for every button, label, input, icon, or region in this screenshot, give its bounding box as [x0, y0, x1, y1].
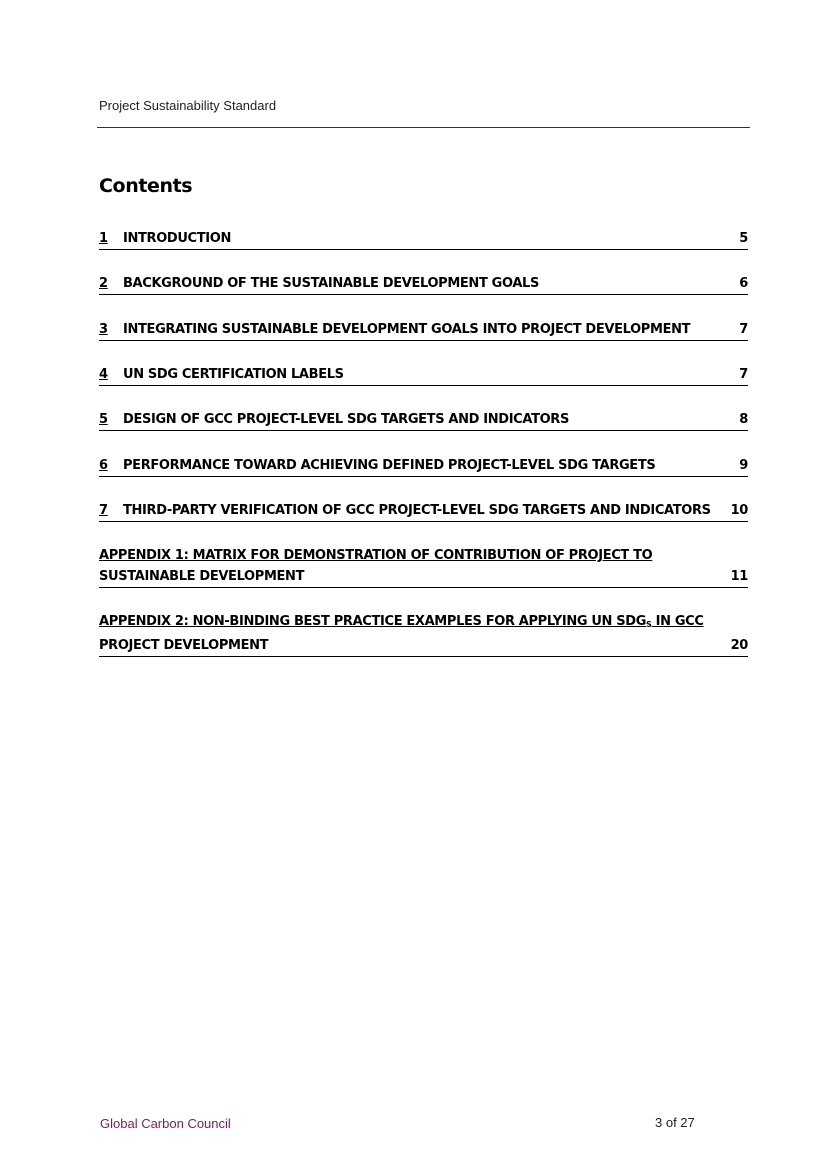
toc-page-number: 7 — [739, 367, 748, 382]
toc-appendix-title-line2: SUSTAINABLE DEVELOPMENT — [99, 569, 305, 584]
toc-entry-4[interactable] — [99, 364, 748, 386]
toc-appendix-title-part: IN GCC — [651, 614, 704, 629]
contents-heading: Contents — [99, 175, 193, 197]
header-divider — [97, 127, 750, 128]
toc-number: 5 — [99, 412, 108, 427]
toc-appendix-title-line1: APPENDIX 1: MATRIX FOR DEMONSTRATION OF CONTRIBUTION OF PROJECT TO — [99, 548, 653, 563]
toc-number: 7 — [99, 503, 108, 518]
toc-page-number: 8 — [739, 412, 748, 427]
toc-entry-5[interactable] — [99, 409, 748, 431]
toc-number: 1 — [99, 231, 108, 246]
toc-title: UN SDG CERTIFICATION LABELS — [123, 367, 344, 382]
toc-page-number: 11 — [730, 569, 748, 584]
toc-entry-1[interactable] — [99, 228, 748, 250]
toc-appendix-1[interactable] — [99, 545, 748, 588]
toc-title: DESIGN OF GCC PROJECT-LEVEL SDG TARGETS AND INDICATORS — [123, 412, 569, 427]
toc-title: INTRODUCTION — [123, 231, 231, 246]
toc-title: BACKGROUND OF THE SUSTAINABLE DEVELOPMENT GOALS — [123, 276, 539, 291]
toc-title: INTEGRATING SUSTAINABLE DEVELOPMENT GOALS INTO PROJECT DEVELOPMENT — [123, 322, 691, 337]
toc-title: PERFORMANCE TOWARD ACHIEVING DEFINED PROJECT-LEVEL SDG TARGETS — [123, 458, 656, 473]
toc-appendix-title-part: APPENDIX 2: NON-BINDING BEST PRACTICE EXAMPLES FOR APPLYING UN SDG — [99, 614, 647, 629]
toc-page-number: 10 — [730, 503, 748, 518]
toc-appendix-title-line1 — [99, 611, 748, 635]
toc-entry-3[interactable] — [99, 319, 748, 341]
toc-appendix-subscript: S — [646, 620, 652, 629]
toc-page-number: 9 — [739, 458, 748, 473]
toc-page-number: 6 — [739, 276, 748, 291]
toc-page-number: 20 — [730, 638, 748, 653]
toc-page-number: 7 — [739, 322, 748, 337]
toc-appendix-2[interactable] — [99, 611, 748, 657]
document-title: Project Sustainability Standard — [99, 98, 277, 113]
toc-number: 6 — [99, 458, 108, 473]
toc-number: 3 — [99, 322, 108, 337]
toc-entry-6[interactable] — [99, 455, 748, 477]
toc-entry-7[interactable] — [99, 500, 748, 522]
organization-name: Global Carbon Council — [100, 1116, 231, 1131]
page-indicator: 3 of 27 — [655, 1115, 695, 1130]
toc-page-number: 5 — [739, 231, 748, 246]
toc-title: THIRD-PARTY VERIFICATION OF GCC PROJECT-LEVEL SDG TARGETS AND INDICATORS — [123, 503, 711, 518]
toc-number: 2 — [99, 276, 108, 291]
toc-appendix-title-line2: PROJECT DEVELOPMENT — [99, 638, 269, 653]
toc-entry-2[interactable] — [99, 273, 748, 295]
toc-number: 4 — [99, 367, 108, 382]
